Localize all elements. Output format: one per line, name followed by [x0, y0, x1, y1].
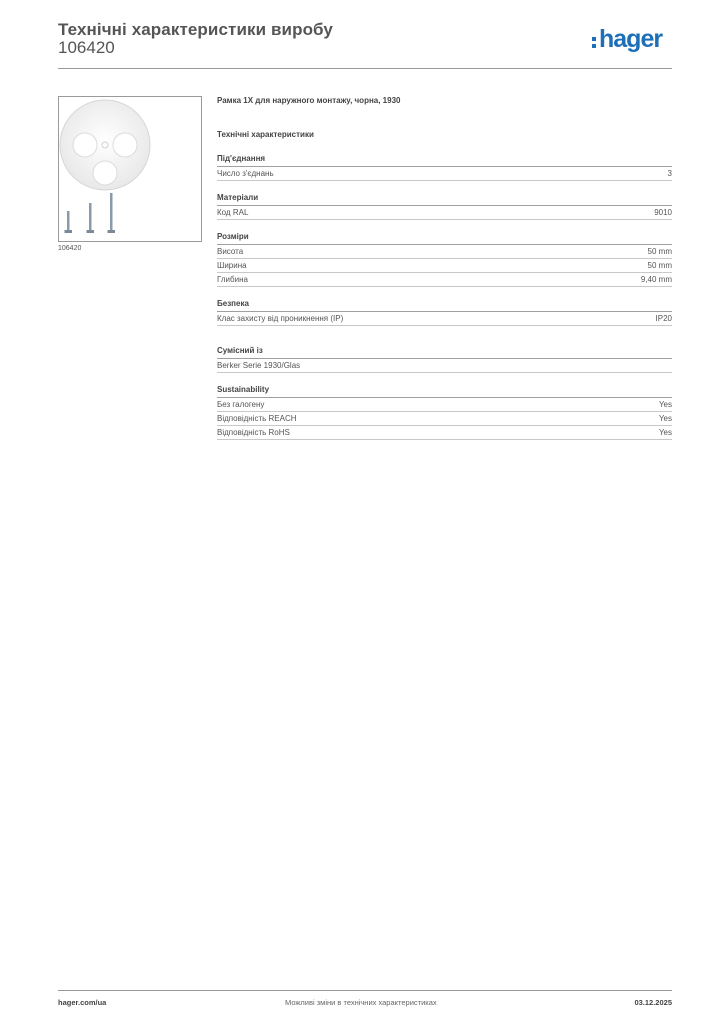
spec-group-safety [217, 299, 672, 326]
spec-row [217, 245, 672, 259]
spec-label: Висота [217, 247, 244, 256]
spec-label: Клас захисту від проникнення (IP) [217, 314, 344, 323]
spec-section-title: Технічні характеристики [217, 130, 314, 139]
page-title: Технічні характеристики виробу [58, 20, 333, 39]
spec-row [217, 273, 672, 287]
spec-row [217, 426, 672, 440]
spec-label: Berker Serie 1930/Glas [217, 361, 301, 370]
logo-dots-icon [592, 37, 596, 51]
spec-label: Код RAL [217, 208, 249, 217]
spec-label: Ширина [217, 261, 247, 270]
spec-value: Yes [658, 400, 672, 409]
spec-value: 9010 [654, 208, 672, 217]
logo-text: hager [599, 25, 663, 53]
spec-row [217, 398, 672, 412]
product-frame-icon [59, 97, 201, 241]
product-name: Рамка 1X для наружного монтажу, чорна, 1930 [217, 96, 401, 105]
spec-label: Без галогену [217, 400, 265, 409]
footer-divider [58, 990, 672, 991]
spec-label: Відповідність REACH [217, 414, 297, 423]
spec-group-connection [217, 154, 672, 181]
spec-value: Yes [658, 414, 672, 423]
spec-row [217, 259, 672, 273]
spec-group-dimensions [217, 232, 672, 287]
spec-value: 3 [667, 169, 672, 178]
spec-group-sustainability [217, 385, 672, 440]
spec-label: Глибина [217, 275, 248, 284]
footer-date: 03.12.2025 [634, 998, 672, 1007]
group-title: Розміри [217, 232, 672, 245]
spec-content [217, 96, 672, 440]
spec-group-materials [217, 193, 672, 220]
spec-row [217, 412, 672, 426]
footer-website-link[interactable]: hager.com/ua [58, 998, 107, 1007]
header-divider [58, 68, 672, 69]
spec-value: IP20 [655, 314, 672, 323]
spec-group-compatible [217, 346, 672, 373]
spec-row [217, 167, 672, 181]
spec-label: Відповідність RoHS [217, 428, 290, 437]
spec-value: 50 mm [647, 261, 672, 270]
group-title: Під'єднання [217, 154, 672, 167]
spec-row [217, 359, 672, 373]
spec-value: 50 mm [647, 247, 672, 256]
footer-note: Можливі зміни в технічних характеристиках [285, 998, 437, 1007]
spec-value: Yes [658, 428, 672, 437]
group-title: Матеріали [217, 193, 672, 206]
spec-row [217, 312, 672, 326]
group-title: Sustainability [217, 385, 672, 398]
product-image [58, 96, 202, 242]
group-title: Безпека [217, 299, 672, 312]
group-title: Сумісний із [217, 346, 672, 359]
spec-value: 9,40 mm [640, 275, 672, 284]
image-caption: 106420 [58, 245, 82, 252]
product-code-heading: 106420 [58, 38, 115, 57]
spec-label: Число з'єднань [217, 169, 274, 178]
spec-row [217, 206, 672, 220]
